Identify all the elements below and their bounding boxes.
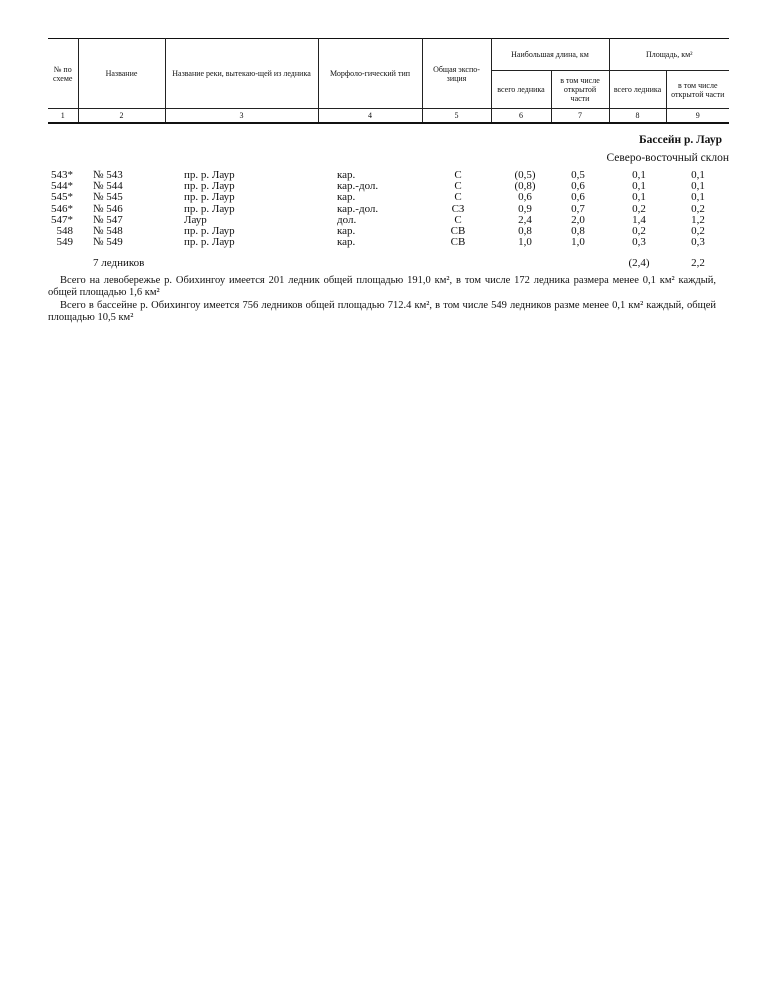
header-col-river: Название реки, вытекаю-щей из ледника xyxy=(165,39,318,109)
length-total: (0,5) xyxy=(514,169,536,181)
column-number: 7 xyxy=(551,109,609,124)
table-row xyxy=(48,215,729,226)
river-name: пр. р. Лаур xyxy=(184,169,235,181)
glacier-name: № 543 xyxy=(93,169,123,181)
exposure: С xyxy=(454,169,462,181)
glacier-name: № 546 xyxy=(93,202,123,215)
table-header xyxy=(48,38,729,124)
header-col-length-open: в том числе открытой части xyxy=(551,71,609,109)
header-col-number: № по схеме xyxy=(48,39,78,109)
length-total: (0,8) xyxy=(514,180,536,193)
area-total: 1,4 xyxy=(632,213,646,226)
length-open: 0,7 xyxy=(571,202,585,215)
glacier-number: 543* xyxy=(51,169,73,181)
header-group-area: Площадь, км² xyxy=(609,39,729,71)
exposure: С xyxy=(454,180,462,193)
length-total: 1,0 xyxy=(518,236,532,249)
length-total: 0,9 xyxy=(518,202,532,215)
section-title: Бассейн р. Лаур xyxy=(639,134,722,146)
length-total: 0,8 xyxy=(518,225,532,237)
morph-type: кар. xyxy=(337,169,356,181)
length-total: 0,6 xyxy=(518,191,532,204)
column-number: 4 xyxy=(318,109,422,124)
glacier-name: № 549 xyxy=(93,236,123,249)
column-number: 8 xyxy=(609,109,666,124)
total-area: (2,4) xyxy=(628,257,650,269)
morph-type: кар. xyxy=(337,191,356,204)
table-row xyxy=(48,192,729,203)
area-open: 0,3 xyxy=(691,236,705,249)
length-open: 0,5 xyxy=(571,169,585,181)
area-open: 0,1 xyxy=(691,191,705,204)
table-row xyxy=(48,181,729,192)
area-total: 0,1 xyxy=(632,169,646,181)
column-number: 2 xyxy=(78,109,165,124)
length-open: 1,0 xyxy=(571,236,585,249)
exposure: СВ xyxy=(450,236,466,249)
glacier-number: 547* xyxy=(51,213,73,226)
total-label: 7 ледников xyxy=(93,257,145,269)
column-number: 1 xyxy=(48,109,78,124)
river-name: пр. р. Лаур xyxy=(184,225,235,237)
area-open: 0,2 xyxy=(691,225,705,237)
morph-type: дол. xyxy=(337,213,357,226)
area-total: 0,3 xyxy=(632,236,646,249)
header-col-area-open: в том числе открытой части xyxy=(666,71,729,109)
glacier-name: № 548 xyxy=(93,225,123,237)
river-name: пр. р. Лаур xyxy=(184,236,235,249)
table-row xyxy=(48,204,729,215)
glacier-number: 544* xyxy=(51,180,73,193)
header-group-length: Наибольшая длина, км xyxy=(491,39,609,71)
document-page xyxy=(48,38,729,323)
exposure: СВ xyxy=(450,225,466,237)
morph-type: кар.-дол. xyxy=(337,202,379,215)
length-total: 2,4 xyxy=(518,213,532,226)
area-total: 0,2 xyxy=(632,202,646,215)
river-name: пр. р. Лаур xyxy=(184,191,235,204)
glacier-number: 545* xyxy=(51,191,73,204)
note-basin: Всего в бассейне р. Обихингоу имеется 756 ледников общей площадью 712.4 км², в том числе 549 ледников разме менее 0,1 км² каждый, общей площадью 10,5 км² xyxy=(48,300,716,323)
river-name: пр. р. Лаур xyxy=(184,180,235,193)
note-left-bank: Всего на левобережье р. Обихингоу имеется 201 ледник общей площадью 191,0 км², в том числе 172 ледника размера менее 0,1 км² каждый, общей площадью 1,6 км² xyxy=(48,275,716,298)
morph-type: кар. xyxy=(337,225,356,237)
exposure: С xyxy=(454,191,462,204)
glacier-number: 548 xyxy=(56,225,73,237)
river-name: Лаур xyxy=(184,213,207,226)
header-col-area-total: всего ледника xyxy=(609,71,666,109)
exposure: С xyxy=(454,213,462,226)
area-total: 0,2 xyxy=(632,225,646,237)
header-col-name: Название xyxy=(78,39,165,109)
header-col-type: Морфоло-гический тип xyxy=(318,39,422,109)
exposure: СЗ xyxy=(451,202,465,215)
area-open: 0,1 xyxy=(691,169,705,181)
glacier-number: 546* xyxy=(51,202,73,215)
area-open: 0,1 xyxy=(691,180,705,193)
table-row xyxy=(48,170,729,181)
area-total: 0,1 xyxy=(632,191,646,204)
header-column-numbers xyxy=(48,109,729,124)
column-number: 3 xyxy=(165,109,318,124)
slope-subtitle: Северо-восточный склон xyxy=(606,152,729,164)
table-row xyxy=(48,226,729,237)
glacier-name: № 545 xyxy=(93,191,123,204)
length-open: 0,6 xyxy=(571,180,585,193)
column-number: 6 xyxy=(491,109,551,124)
morph-type: кар. xyxy=(337,236,356,249)
glacier-name: № 547 xyxy=(93,213,123,226)
total-row xyxy=(48,257,729,269)
area-total: 0,1 xyxy=(632,180,646,193)
glacier-name: № 544 xyxy=(93,180,123,193)
glacier-number: 549 xyxy=(56,236,73,249)
length-open: 0,8 xyxy=(571,225,585,237)
column-number: 9 xyxy=(666,109,729,124)
table-row xyxy=(48,237,729,248)
column-number: 5 xyxy=(422,109,491,124)
total-area-open: 2,2 xyxy=(691,257,705,269)
area-open: 0,2 xyxy=(691,202,705,215)
area-open: 1,2 xyxy=(691,213,705,226)
header-col-exposure: Общая экспо-зиция xyxy=(422,39,491,109)
river-name: пр. р. Лаур xyxy=(184,202,235,215)
length-open: 0,6 xyxy=(571,191,585,204)
header-col-length-total: всего ледника xyxy=(491,71,551,109)
length-open: 2,0 xyxy=(571,213,585,226)
morph-type: кар.-дол. xyxy=(337,180,379,193)
